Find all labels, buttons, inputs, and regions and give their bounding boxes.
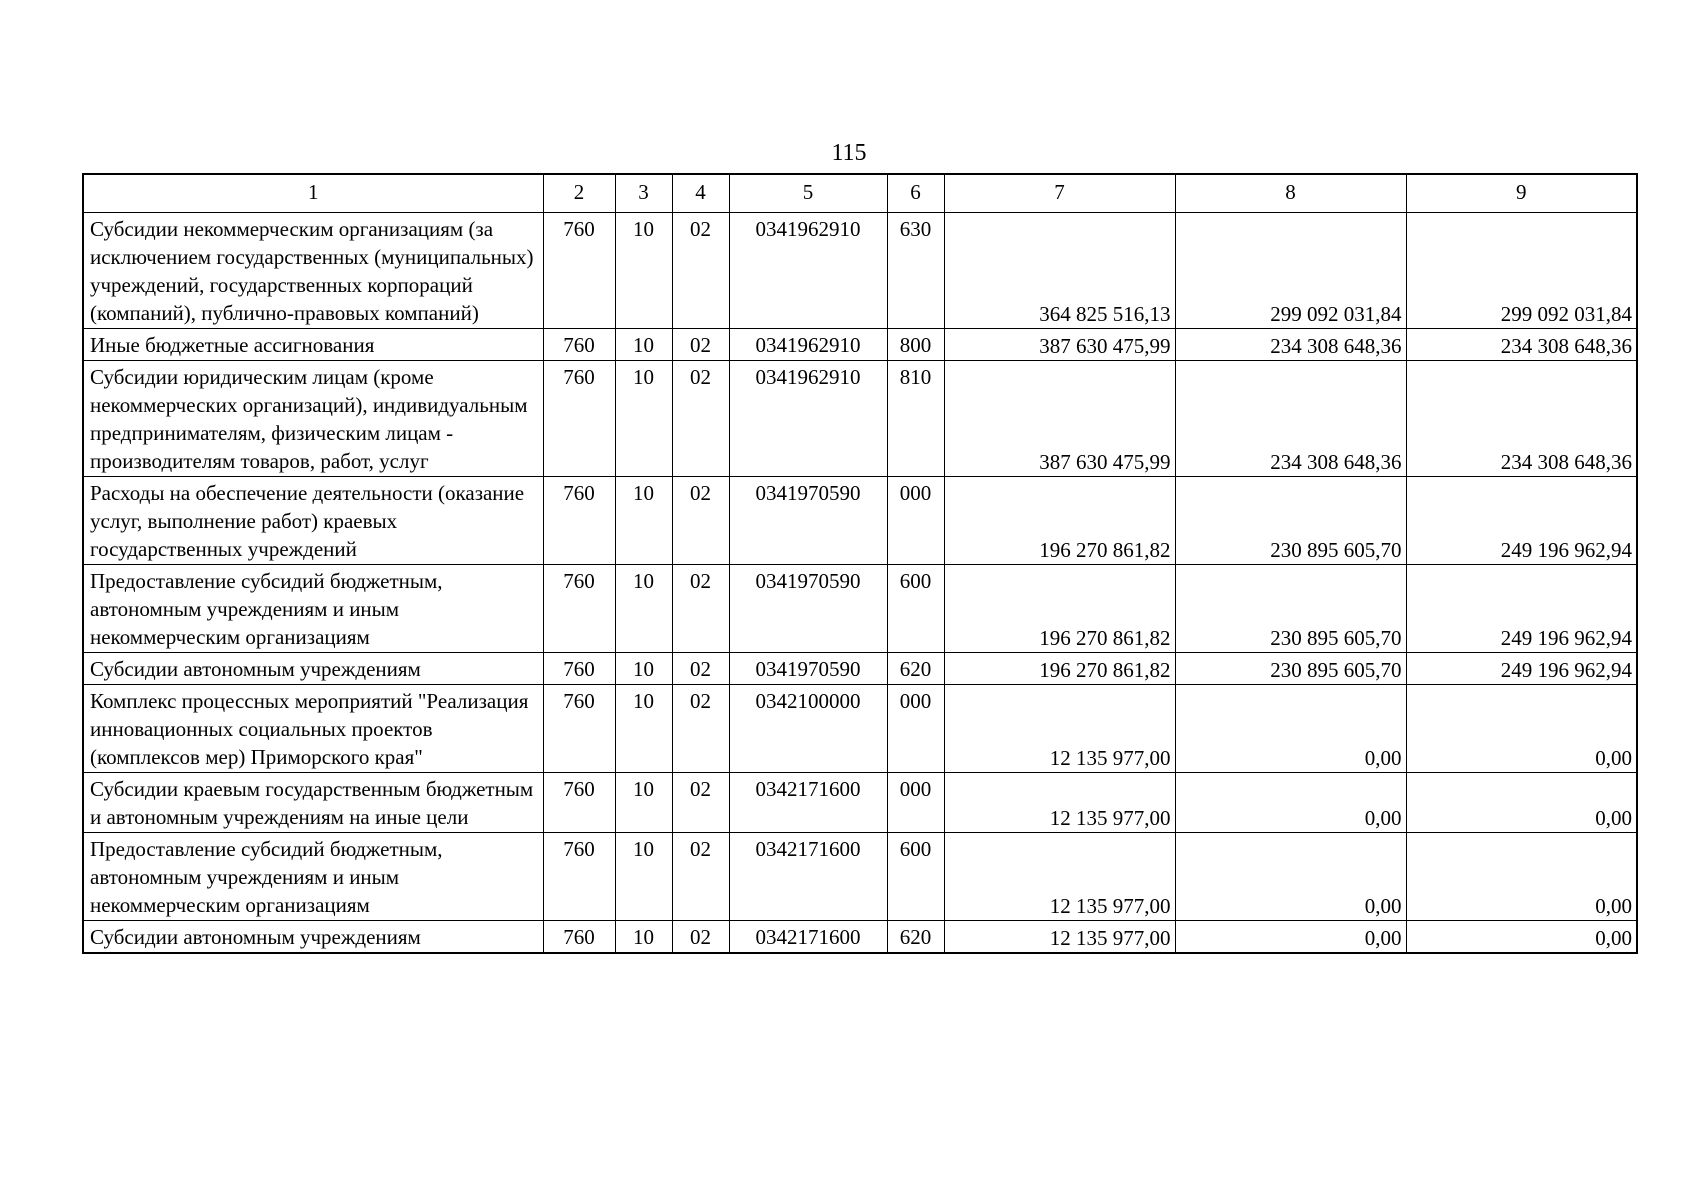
amount-col-9: 234 308 648,36 <box>1406 361 1637 477</box>
section-code: 10 <box>615 213 672 329</box>
header-cell-7: 7 <box>944 174 1175 213</box>
section-code: 10 <box>615 685 672 773</box>
target-article-code: 0341970590 <box>729 565 887 653</box>
header-cell-5: 5 <box>729 174 887 213</box>
section-code: 10 <box>615 361 672 477</box>
ministry-code: 760 <box>543 773 615 833</box>
target-article-code: 0342171600 <box>729 833 887 921</box>
table-row <box>83 921 1637 954</box>
section-code: 10 <box>615 565 672 653</box>
subsection-code: 02 <box>672 921 729 954</box>
header-cell-9: 9 <box>1406 174 1637 213</box>
target-article-code: 0342171600 <box>729 773 887 833</box>
expense-type-code: 600 <box>887 565 944 653</box>
header-cell-3: 3 <box>615 174 672 213</box>
expense-name: Расходы на обеспечение деятельности (оказание услуг, выполнение работ) краевых государственных учреждений <box>83 477 543 565</box>
expense-name: Предоставление субсидий бюджетным, автономным учреждениям и иным некоммерческим организациям <box>83 565 543 653</box>
amount-col-9: 299 092 031,84 <box>1406 213 1637 329</box>
expense-type-code: 800 <box>887 329 944 361</box>
target-article-code: 0341962910 <box>729 361 887 477</box>
expense-type-code: 630 <box>887 213 944 329</box>
table-row <box>83 773 1637 833</box>
section-code: 10 <box>615 653 672 685</box>
amount-col-9: 0,00 <box>1406 773 1637 833</box>
target-article-code: 0342100000 <box>729 685 887 773</box>
amount-col-8: 230 895 605,70 <box>1175 477 1406 565</box>
amount-col-8: 234 308 648,36 <box>1175 361 1406 477</box>
amount-col-9: 249 196 962,94 <box>1406 653 1637 685</box>
amount-col-7: 196 270 861,82 <box>944 653 1175 685</box>
target-article-code: 0342171600 <box>729 921 887 954</box>
header-row <box>83 174 1637 213</box>
amount-col-7: 12 135 977,00 <box>944 773 1175 833</box>
amount-col-7: 12 135 977,00 <box>944 685 1175 773</box>
expense-name: Субсидии некоммерческим организациям (за исключением государственных (муниципальных) учреждений, государственных корпораций (компаний), публично-правовых компаний) <box>83 213 543 329</box>
expense-name: Субсидии юридическим лицам (кроме некоммерческих организаций), индивидуальным предпринимателям, физическим лицам - производителям товаров, работ, услуг <box>83 361 543 477</box>
section-code: 10 <box>615 329 672 361</box>
amount-col-7: 387 630 475,99 <box>944 361 1175 477</box>
section-code: 10 <box>615 833 672 921</box>
header-cell-4: 4 <box>672 174 729 213</box>
table-row <box>83 477 1637 565</box>
amount-col-9: 249 196 962,94 <box>1406 565 1637 653</box>
ministry-code: 760 <box>543 361 615 477</box>
expense-name: Субсидии автономным учреждениям <box>83 653 543 685</box>
expense-type-code: 620 <box>887 653 944 685</box>
expense-type-code: 600 <box>887 833 944 921</box>
amount-col-8: 0,00 <box>1175 921 1406 954</box>
ministry-code: 760 <box>543 565 615 653</box>
section-code: 10 <box>615 921 672 954</box>
ministry-code: 760 <box>543 921 615 954</box>
table-header <box>83 174 1637 213</box>
ministry-code: 760 <box>543 329 615 361</box>
amount-col-8: 234 308 648,36 <box>1175 329 1406 361</box>
subsection-code: 02 <box>672 213 729 329</box>
target-article-code: 0341962910 <box>729 213 887 329</box>
amount-col-7: 12 135 977,00 <box>944 833 1175 921</box>
expense-name: Субсидии автономным учреждениям <box>83 921 543 954</box>
target-article-code: 0341970590 <box>729 477 887 565</box>
ministry-code: 760 <box>543 653 615 685</box>
expense-name: Комплекс процессных мероприятий "Реализация инновационных социальных проектов (комплексов мер) Приморского края" <box>83 685 543 773</box>
table-body <box>83 213 1637 954</box>
subsection-code: 02 <box>672 653 729 685</box>
ministry-code: 760 <box>543 685 615 773</box>
amount-col-8: 230 895 605,70 <box>1175 565 1406 653</box>
page-number: 115 <box>831 140 867 166</box>
section-code: 10 <box>615 477 672 565</box>
subsection-code: 02 <box>672 565 729 653</box>
table-row <box>83 833 1637 921</box>
amount-col-9: 0,00 <box>1406 921 1637 954</box>
amount-col-9: 0,00 <box>1406 833 1637 921</box>
amount-col-8: 230 895 605,70 <box>1175 653 1406 685</box>
amount-col-7: 364 825 516,13 <box>944 213 1175 329</box>
amount-col-7: 387 630 475,99 <box>944 329 1175 361</box>
table-row <box>83 361 1637 477</box>
expense-type-code: 000 <box>887 477 944 565</box>
expense-name: Иные бюджетные ассигнования <box>83 329 543 361</box>
amount-col-8: 0,00 <box>1175 685 1406 773</box>
subsection-code: 02 <box>672 477 729 565</box>
header-cell-8: 8 <box>1175 174 1406 213</box>
expense-type-code: 000 <box>887 773 944 833</box>
header-cell-6: 6 <box>887 174 944 213</box>
amount-col-7: 196 270 861,82 <box>944 477 1175 565</box>
expense-name: Субсидии краевым государственным бюджетным и автономным учреждениям на иные цели <box>83 773 543 833</box>
ministry-code: 760 <box>543 833 615 921</box>
header-cell-2: 2 <box>543 174 615 213</box>
ministry-code: 760 <box>543 213 615 329</box>
ministry-code: 760 <box>543 477 615 565</box>
header-cell-1: 1 <box>83 174 543 213</box>
amount-col-9: 0,00 <box>1406 685 1637 773</box>
amount-col-8: 0,00 <box>1175 773 1406 833</box>
amount-col-9: 249 196 962,94 <box>1406 477 1637 565</box>
subsection-code: 02 <box>672 329 729 361</box>
amount-col-8: 299 092 031,84 <box>1175 213 1406 329</box>
table-row <box>83 685 1637 773</box>
budget-table <box>82 173 1638 954</box>
target-article-code: 0341970590 <box>729 653 887 685</box>
expense-type-code: 620 <box>887 921 944 954</box>
table-row <box>83 213 1637 329</box>
expense-type-code: 000 <box>887 685 944 773</box>
amount-col-7: 196 270 861,82 <box>944 565 1175 653</box>
table-row <box>83 653 1637 685</box>
amount-col-8: 0,00 <box>1175 833 1406 921</box>
subsection-code: 02 <box>672 833 729 921</box>
amount-col-7: 12 135 977,00 <box>944 921 1175 954</box>
expense-type-code: 810 <box>887 361 944 477</box>
amount-col-9: 234 308 648,36 <box>1406 329 1637 361</box>
subsection-code: 02 <box>672 685 729 773</box>
table-row <box>83 329 1637 361</box>
subsection-code: 02 <box>672 773 729 833</box>
target-article-code: 0341962910 <box>729 329 887 361</box>
table-row <box>83 565 1637 653</box>
subsection-code: 02 <box>672 361 729 477</box>
section-code: 10 <box>615 773 672 833</box>
expense-name: Предоставление субсидий бюджетным, автономным учреждениям и иным некоммерческим организациям <box>83 833 543 921</box>
